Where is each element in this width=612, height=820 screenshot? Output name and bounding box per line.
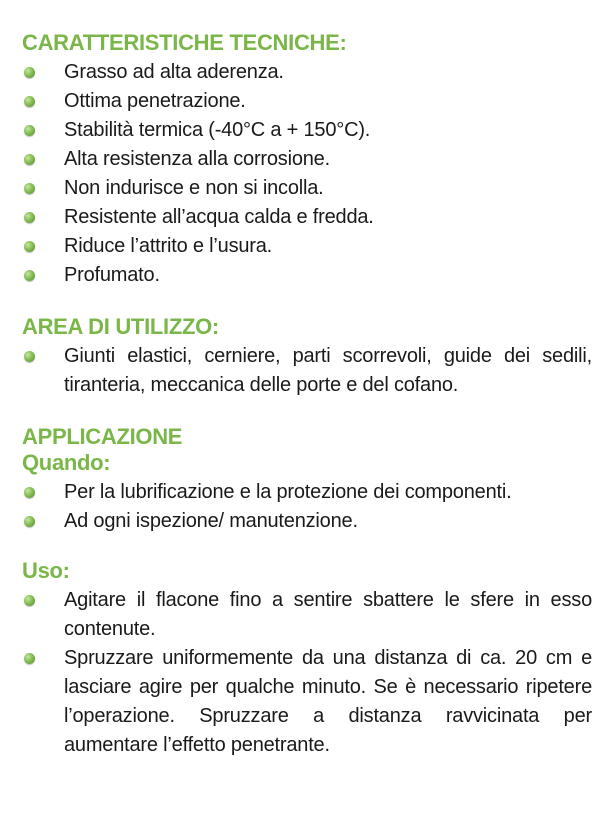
when-list [22, 478, 592, 536]
bullet-icon [24, 487, 35, 498]
bullet-icon [24, 241, 35, 252]
list-item [22, 174, 592, 203]
section-spacer [22, 290, 592, 314]
list-item-text: Per la lubrificazione e la protezione dei componenti. [64, 481, 512, 503]
list-item-text: Riduce l’attrito e l’usura. [64, 235, 273, 257]
list-item [22, 507, 592, 536]
section-spacer [22, 400, 592, 424]
bullet-icon [24, 67, 35, 78]
bullet-icon [24, 154, 35, 165]
list-item-text: Ad ogni ispezione/ manutenzione. [64, 510, 358, 532]
bullet-icon [24, 516, 35, 527]
usage-area-list [22, 342, 592, 400]
list-item-text: Profumato. [64, 264, 160, 286]
bullet-icon [24, 125, 35, 136]
list-item-text: Stabilità termica (-40°C a + 150°C). [64, 119, 371, 141]
list-item [22, 116, 592, 145]
list-item [22, 87, 592, 116]
list-item [22, 586, 592, 644]
features-heading: CARATTERISTICHE TECNICHE: [22, 30, 347, 55]
list-item-text: Agitare il flacone fino a sentire sbattere le sfere in esso contenute. [64, 589, 592, 640]
use-subheading: Uso: [22, 558, 70, 583]
list-item [22, 342, 592, 400]
list-item [22, 478, 592, 507]
list-item-text: Non indurisce e non si incolla. [64, 177, 324, 199]
list-item-text: Resistente all’acqua calda e fredda. [64, 206, 374, 228]
list-item [22, 203, 592, 232]
list-item [22, 644, 592, 760]
bullet-icon [24, 212, 35, 223]
list-item-text: Grasso ad alta aderenza. [64, 61, 284, 83]
list-item [22, 261, 592, 290]
application-heading: APPLICAZIONE [22, 424, 183, 449]
list-item-text: Ottima penetrazione. [64, 90, 246, 112]
use-list [22, 586, 592, 760]
list-item [22, 58, 592, 87]
section-spacer [22, 536, 592, 558]
list-item-text: Spruzzare uniformemente da una distanza di ca. 20 cm e lasciare agire per qualche minuto. Se è necessario ripetere l’operazione. Spruzzare a distanza ravvicinata per aumentare l’effetto penetrante. [64, 647, 592, 756]
bullet-icon [24, 595, 35, 606]
bullet-icon [24, 351, 35, 362]
list-item [22, 232, 592, 261]
list-item-text: Alta resistenza alla corrosione. [64, 148, 330, 170]
bullet-icon [24, 183, 35, 194]
bullet-icon [24, 653, 35, 664]
features-list [22, 58, 592, 290]
when-subheading: Quando: [22, 450, 111, 475]
bullet-icon [24, 270, 35, 281]
list-item-text: Giunti elastici, cerniere, parti scorrevoli, guide dei sedili, tiranteria, meccanica delle porte e del cofano. [64, 345, 592, 396]
bullet-icon [24, 96, 35, 107]
list-item [22, 145, 592, 174]
usage-area-heading: AREA DI UTILIZZO: [22, 314, 219, 339]
